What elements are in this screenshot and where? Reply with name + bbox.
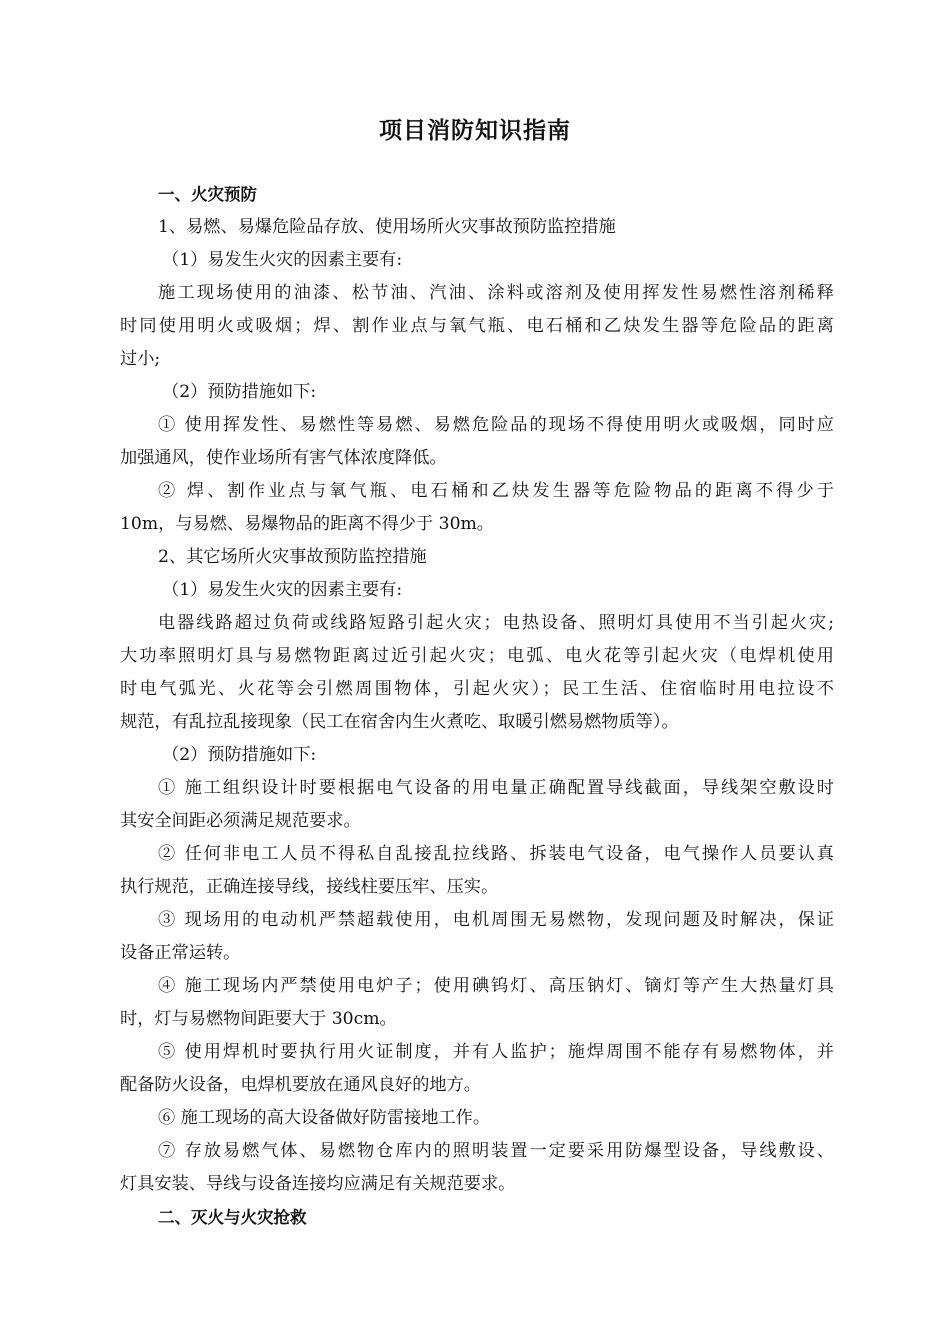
list-item-line: ① 施工组织设计时要根据电气设备的用电量正确配置导线截面，导线架空敷设时 <box>158 778 834 798</box>
list-item-line: 设备正常运转。 <box>120 943 241 963</box>
section-heading-fire-prevention: 一、火灾预防 <box>158 185 257 204</box>
list-item-line: 加强通风，使作业场所有害气体浓度降低。 <box>120 448 447 468</box>
list-item-line: ⑦ 存放易燃气体、易燃物仓库内的照明装置一定要采用防爆型设备，导线敷设、 <box>158 1141 834 1161</box>
paragraph-line: 时同使用明火或吸烟；焊、割作业点与氧气瓶、电石桶和乙炔发生器等危险品的距离 <box>120 316 834 336</box>
list-item-line: ③ 现场用的电动机严禁超载使用，电机周围无易燃物，发现问题及时解决，保证 <box>158 910 834 930</box>
paragraph-line: 大功率照明灯具与易燃物距离过近引起火灾；电弧、电火花等引起火灾（电焊机使用 <box>120 646 834 666</box>
list-item-line: ② 焊、割作业点与氧气瓶、电石桶和乙炔发生器等危险物品的距离不得少于 <box>158 481 834 501</box>
list-item-line: 配备防火设备，电焊机要放在通风良好的地方。 <box>120 1075 481 1095</box>
list-heading: （2）预防措施如下: <box>162 745 317 765</box>
list-item-line: ② 任何非电工人员不得私自乱接乱拉线路、拆装电气设备，电气操作人员要认真 <box>158 844 834 864</box>
list-item-line: 10m，与易燃、易爆物品的距离不得少于 30m。 <box>120 514 494 534</box>
section-heading-firefighting: 二、灭火与火灾抢救 <box>158 1208 307 1227</box>
document-title: 项目消防知识指南 <box>379 118 571 144</box>
list-item-line: 执行规范，正确连接导线，接线柱要压牢、压实。 <box>120 877 499 897</box>
list-heading: （1）易发生火灾的因素主要有: <box>162 250 403 270</box>
list-item-line: ④ 施工现场内严禁使用电炉子；使用碘钨灯、高压钠灯、镝灯等产生大热量灯具 <box>158 976 834 996</box>
subsection-heading: 1、易燃、易爆危险品存放、使用场所火灾事故预防监控措施 <box>158 217 616 237</box>
paragraph-line: 规范，有乱拉乱接现象（民工在宿舍内生火煮吃、取暖引燃易燃物质等）。 <box>120 712 679 732</box>
paragraph-line: 时电气弧光、火花等会引燃周围物体，引起火灾）；民工生活、住宿临时用电拉设不 <box>120 679 834 699</box>
document-body <box>120 178 834 1234</box>
list-item-line: ① 使用挥发性、易燃性等易燃、易燃危险品的现场不得使用明火或吸烟，同时应 <box>158 415 834 435</box>
list-heading: （1）易发生火灾的因素主要有: <box>162 580 403 600</box>
paragraph-line: 施工现场使用的油漆、松节油、汽油、涂料或溶剂及使用挥发性易燃性溶剂稀释 <box>158 283 834 303</box>
list-item-line: 灯具安装、导线与设备连接均应满足有关规范要求。 <box>120 1174 516 1194</box>
list-heading: （2）预防措施如下: <box>162 382 317 402</box>
list-item-line: 其安全间距必须满足规范要求。 <box>120 811 361 831</box>
paragraph-line: 过小; <box>120 349 161 369</box>
subsection-heading: 2、其它场所火灾事故预防监控措施 <box>158 547 427 567</box>
list-item-line: ⑤ 使用焊机时要执行用火证制度，并有人监护；施焊周围不能存有易燃物体，并 <box>158 1042 834 1062</box>
paragraph-line: 电器线路超过负荷或线路短路引起火灾；电热设备、照明灯具使用不当引起火灾; <box>158 613 834 633</box>
list-item-line: 时，灯与易燃物间距要大于 30cm。 <box>120 1009 397 1029</box>
list-item-line: ⑥ 施工现场的高大设备做好防雷接地工作。 <box>158 1108 491 1128</box>
